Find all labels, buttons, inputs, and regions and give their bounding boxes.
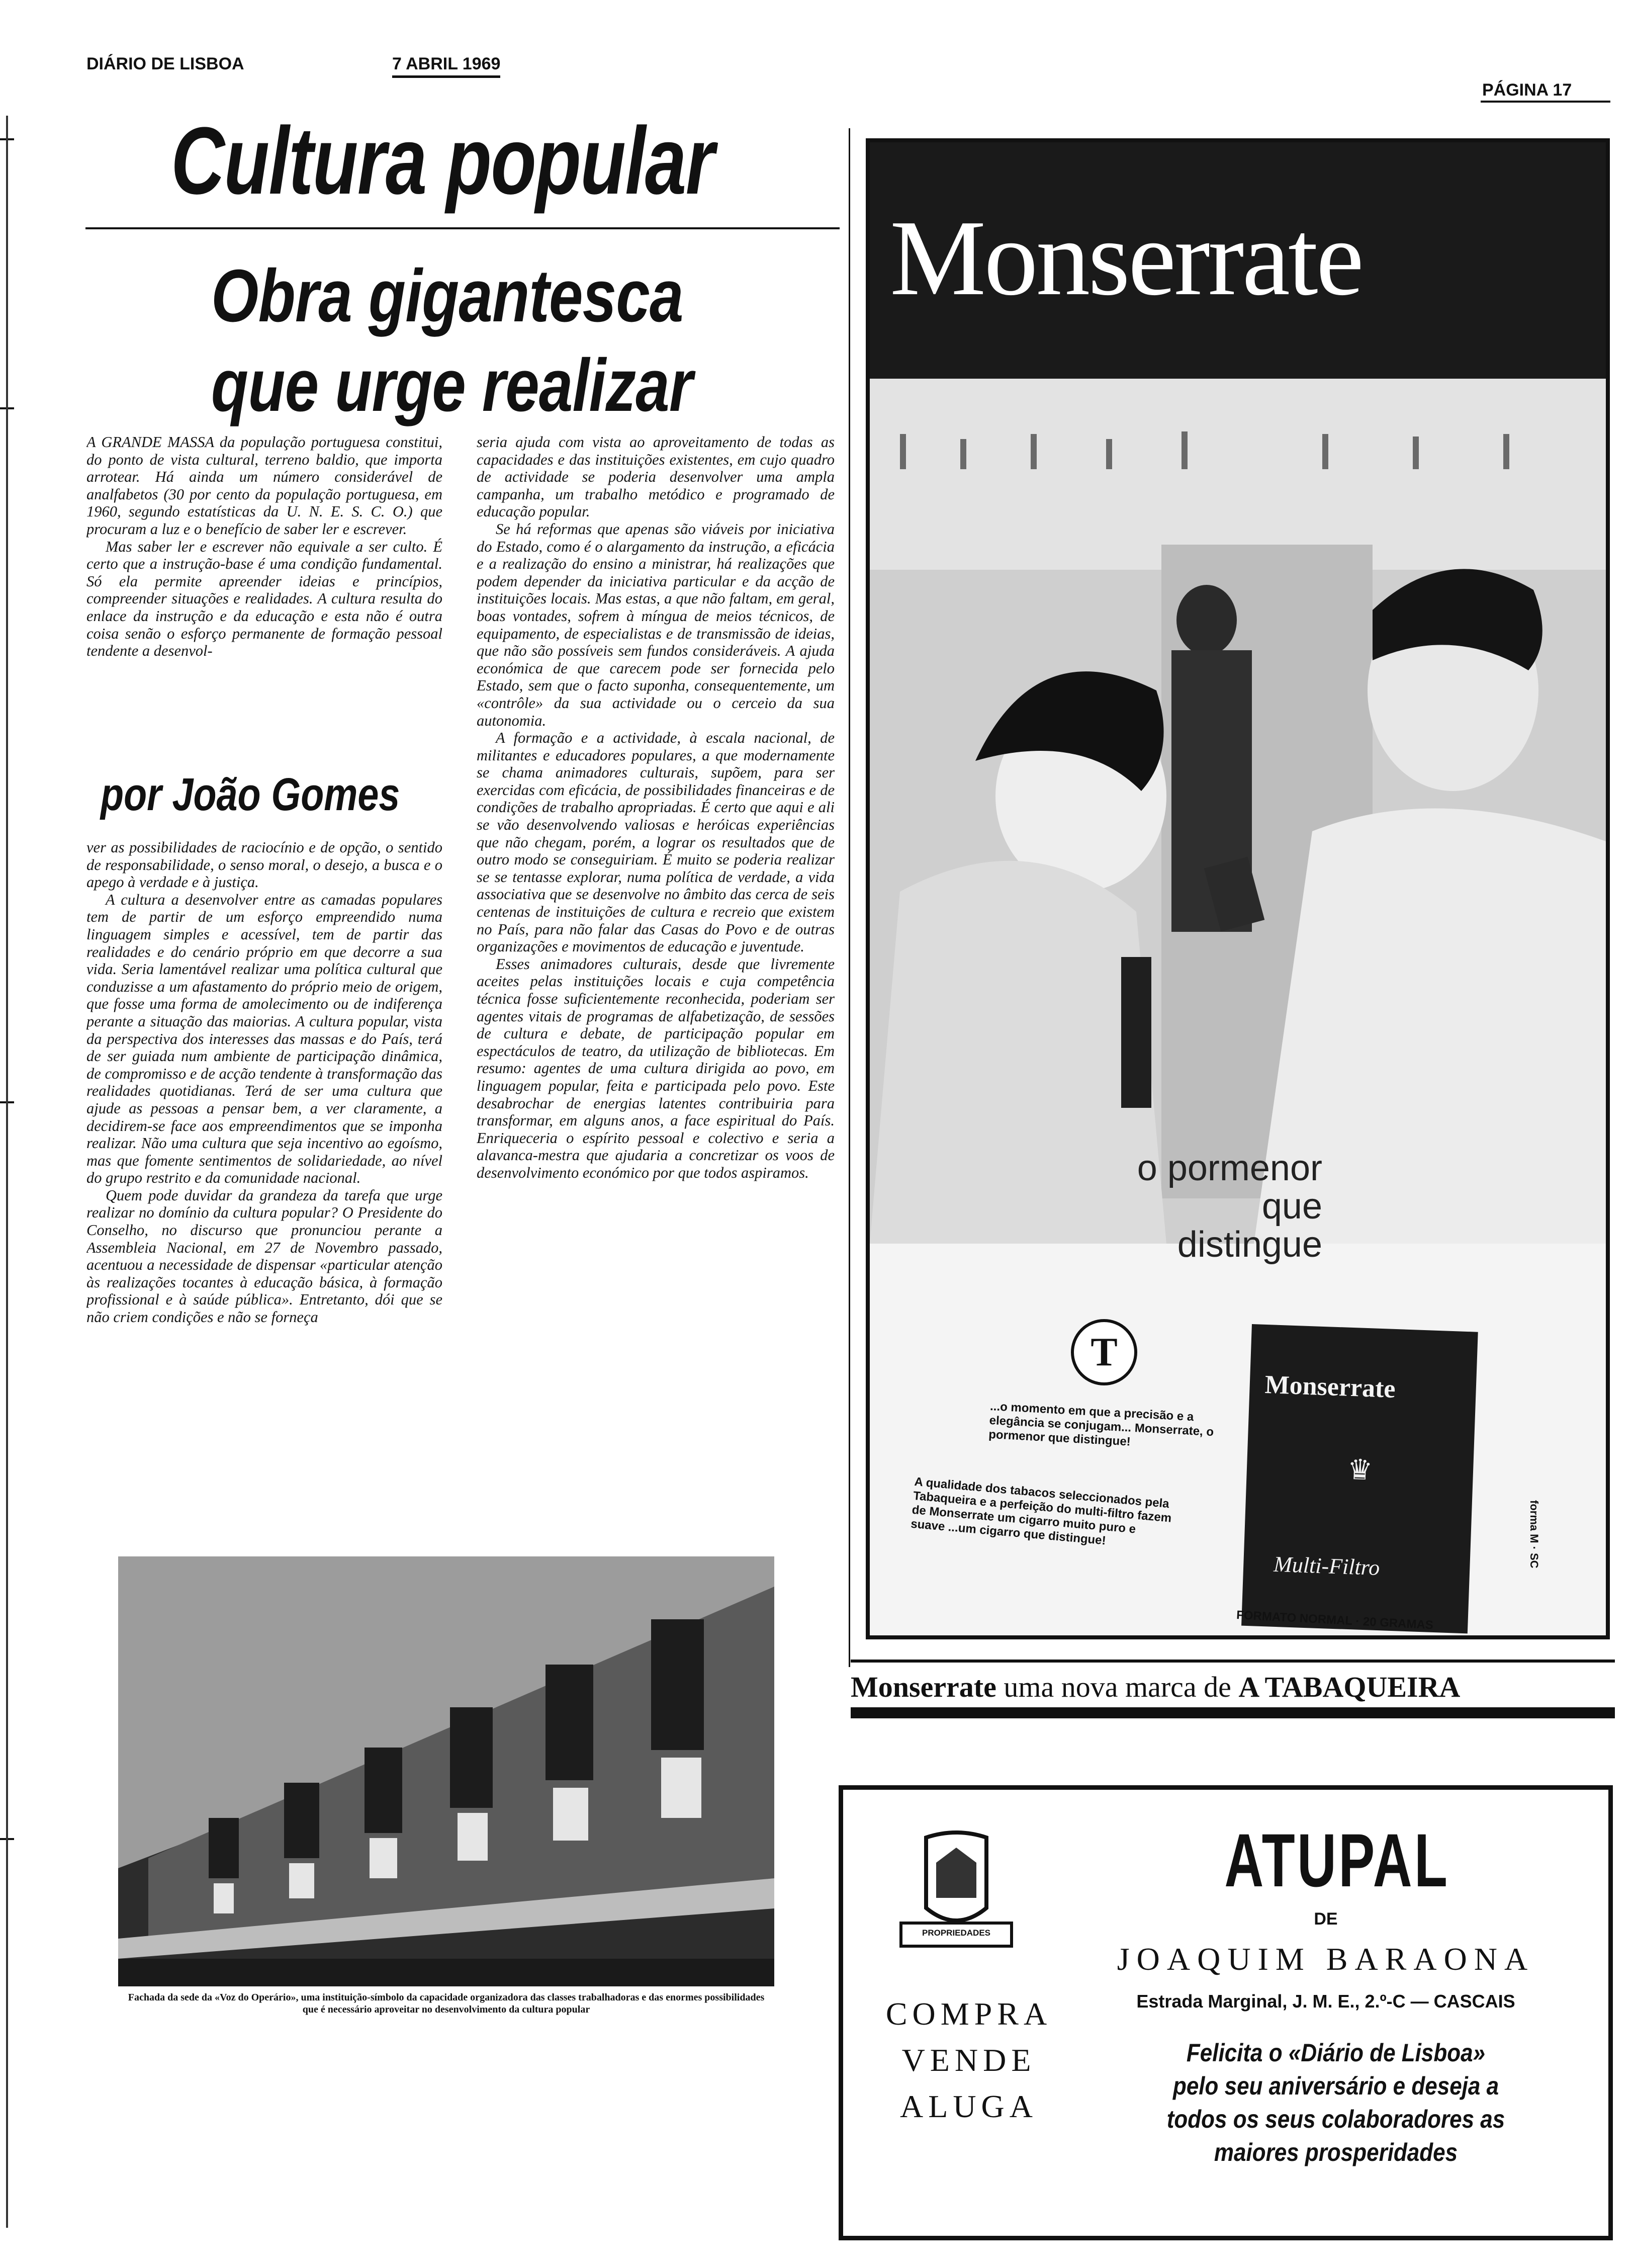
- paper-name: DIÁRIO DE LISBOA: [86, 54, 244, 73]
- tabaqueira-logo: T: [1071, 1319, 1137, 1385]
- page-number: PÁGINA 17: [1482, 80, 1572, 100]
- slogan-line: que: [1261, 1186, 1322, 1227]
- paragraph: A formação e a actividade, à escala nacional, de militantes e educadores populares, a que modernamente se chama animadores culturais, supõem, para ser exercidas com eficácia, de possibilidades financeiras e de condições de trabalho apropriadas. É certo que aqui e ali se vão desenvolvendo valiosas e heróicas experiências que não chegam, porém, a lograr os resultados que de outro modo se conseguiriam. É muito se poderia realizar se se tentasse explorar, numa política de verdade, a vida associativa que se desenvolve no âmbito das cerca de seis centenas de instituições de cultura e recreio que existem no País, para não falar das Casas do Povo e de outras organizações e movimentos de educação e juventude.: [477, 729, 835, 955]
- pack-format: FORMATO NORMAL · 20 GRAMAS: [1236, 1608, 1434, 1632]
- article-column-1-top: [86, 433, 442, 745]
- property-seal-icon: [881, 1827, 1032, 1968]
- cigarette-pack: [1241, 1324, 1478, 1633]
- service-item: COMPRA: [885, 1996, 1052, 2032]
- ad-tagline: [851, 1670, 1615, 1705]
- service-item: VENDE: [901, 2042, 1036, 2078]
- ad-copy-2: A qualidade dos tabacos seleccionados pela Tabaqueira e a perfeição do multi-filtro fazem de Monserrate um cigarro muito puro e suave ...um cigarro que distingue!: [910, 1475, 1172, 1548]
- margin-line: [6, 116, 8, 2228]
- tagline-brand: Monserrate: [851, 1671, 996, 1703]
- atupal-greeting: Felicita o «Diário de Lisboa» pelo seu aniversário e deseja a todos os seus colaboradores as maiores prosperidades: [1166, 2039, 1505, 2166]
- atupal-ad: [839, 1785, 1613, 2240]
- paragraph: A cultura a desenvolver entre as camadas populares tem de partir de um esforço empreendido numa linguagem simples e acessível, tem de partir das realidades e do cenário próprio em que decorre a sua vida. Seria lamentável realizar uma política cultural que conduzisse a um afastamento do próprio meio de origem, que fosse uma forma de amolecimento ou de indiferença perante a situação das maiorias. A cultura popular, vista da perspectiva dos interesses das massas e do País, terá de ser guiada num ambiente de participação dinâmica, de compromisso e de acção tendente à transformação das realidades quotidianas. Terá de ser uma cultura que ajude as pessoas a pensar bem, a ver claramente, a decidirem-se face aos empreendimentos que se imponha realizar. Não uma cultura que seja incentivo ao egoísmo, mas que fomente sentimentos de solidariedade, ao nível do grupo restrito e da comunidade nacional.: [86, 891, 442, 1187]
- issue-date: 7 ABRIL 1969: [392, 54, 501, 73]
- byline: por João Gomes: [101, 769, 400, 820]
- tagline-top-rule: [851, 1660, 1615, 1663]
- slogan-line: o pormenor: [1137, 1148, 1322, 1188]
- section-kicker: Cultura popular: [171, 108, 714, 214]
- kicker-rule: [85, 227, 840, 229]
- paragraph: Esses animadores culturais, desde que livremente aceites pelas instituições locais e cuja competência técnica fosse suficientemente reconhecida, poderiam ser agentes vitais de programas de alfabetização, de sessões de cultura e debate, de participação popular em espectáculos de teatro, da utilização de bibliotecas. Em resumo: agentes de uma cultura dirigida ao povo, em linguagem popular, feita e participada pelo povo. Este desabrochar de energias latentes contribuiria para transformar, em alguns anos, a face espiritual do País. Enriqueceria o espírito pessoal e colectivo e seria a alavanca-mestra que ajudaria a concretizar os voos de desenvolvimento económico por que todos aspiramos.: [477, 955, 835, 1181]
- tagline-company: A TABAQUEIRA: [1238, 1671, 1461, 1703]
- pack-brand: Monserrate: [1264, 1370, 1396, 1404]
- tagline-middle: uma nova marca de: [996, 1671, 1239, 1703]
- ad-brand-title: Monserrate: [890, 198, 1362, 318]
- paragraph: ver as possibilidades de raciocínio e de opção, o sentido de responsabilidade, o senso moral, o desejo, a busca e o apego à verdade e à justiça.: [86, 839, 442, 891]
- paragraph: seria ajuda com vista ao aproveitamento de todas as capacidades e das instituições existentes, em cujo quadro de actividade se poderia desenvolver uma ampla campanha, um trabalho metódico e programado de educação popular.: [477, 433, 835, 520]
- atupal-owner: JOAQUIM BARAONA: [1117, 1941, 1535, 1977]
- atupal-title: ATUPAL: [1224, 1818, 1450, 1902]
- paragraph: Quem pode duvidar da grandeza da tarefa que urge realizar no domínio da cultura popular? O Presidente do Conselho, no discurso que pronunciou perante a Assembleia Nacional, em 27 de Novembro passado, acentuou a necessidade de dispensar «particular atenção às realizações tocantes à educação básica, à formação profissional e à saúde pública». Entretanto, dói que se não criem condições e não se forneça: [86, 1186, 442, 1326]
- crown-icon: ♛: [1346, 1454, 1374, 1487]
- paragraph: A GRANDE MASSA da população portuguesa constitui, do ponto de vista cultural, terreno baldio, que importa arrotear. Há ainda um número considerável de analfabetos (30 por cento da população portuguesa, em 1960, segundo estatísticas da U. N. E. S. C. O.) que procuram a luz e o benefício de saber ler e escrever.: [86, 433, 442, 538]
- paragraph: Mas saber ler e escrever não equivale a ser culto. É certo que a instrução-base é uma condição fundamental. Só ela permite apreender ideias e princípios, compreender situações e realidades. A cultura resulta do enlace da instrução e da educação e esta não é outra coisa senão o esforço permanente de formação pessoal tendente a desenvol-: [86, 538, 442, 660]
- agency-credit: forma M · SC: [1528, 1500, 1540, 1568]
- date-underline: [392, 75, 500, 78]
- couple-illustration: [870, 379, 1606, 1244]
- service-list: [863, 1991, 1074, 2130]
- service-item: ALUGA: [900, 2088, 1038, 2124]
- atupal-address: Estrada Marginal, J. M. E., 2.º-C — CASCAIS: [1136, 1991, 1515, 2012]
- seal-label: PROPRIEDADES: [922, 1928, 991, 1938]
- atupal-de: DE: [1314, 1909, 1338, 1929]
- monserrate-ad: [866, 138, 1610, 1639]
- page-underline: [1481, 101, 1610, 103]
- photo-caption: Fachada da sede da «Voz do Operário», uma instituição-símbolo da capacidade organizadora das classes trabalhadoras e das enormes possibilidades que é necessário aproveitar no desenvolvimento da cultura popular: [128, 1992, 765, 2015]
- column-separator: [849, 128, 850, 1667]
- article-column-2: [477, 433, 835, 1545]
- pack-filter-label: Multi-Filtro: [1273, 1551, 1381, 1581]
- headline: Obra gigantesca que urge realizar: [211, 254, 693, 427]
- building-photo: [118, 1556, 774, 1986]
- ad-slogan: [1021, 1149, 1322, 1264]
- paragraph: Se há reformas que apenas são viáveis por iniciativa do Estado, como é o alargamento da instrução, a eficácia e a realização do ensino a ministrar, há realizações que podem depender da iniciativa particular e da acção de instituições locais. Mas estas, a que não faltam, em geral, boas vontades, sofrem à míngua de meios técnicos, de equipamento, de especialistas e de transmissão de ideias, que não são possíveis sem fundos consideráveis. A ajuda económica de que carecem pode ser fornecida pelo Estado, sem que o facto suponha, consequentemente, um «contrôle» da sua actividade ou o cerceio da sua autonomia.: [477, 520, 835, 729]
- tagline-bottom-bar: [851, 1707, 1615, 1718]
- ad-copy-1: ...o momento em que a precisão e a elegância se conjugam... Monserrate, o pormenor que distingue!: [988, 1400, 1214, 1449]
- slogan-line: distingue: [1177, 1225, 1322, 1265]
- article-column-1-bottom: [86, 839, 442, 1540]
- building-facade-illustration: [118, 1556, 774, 1986]
